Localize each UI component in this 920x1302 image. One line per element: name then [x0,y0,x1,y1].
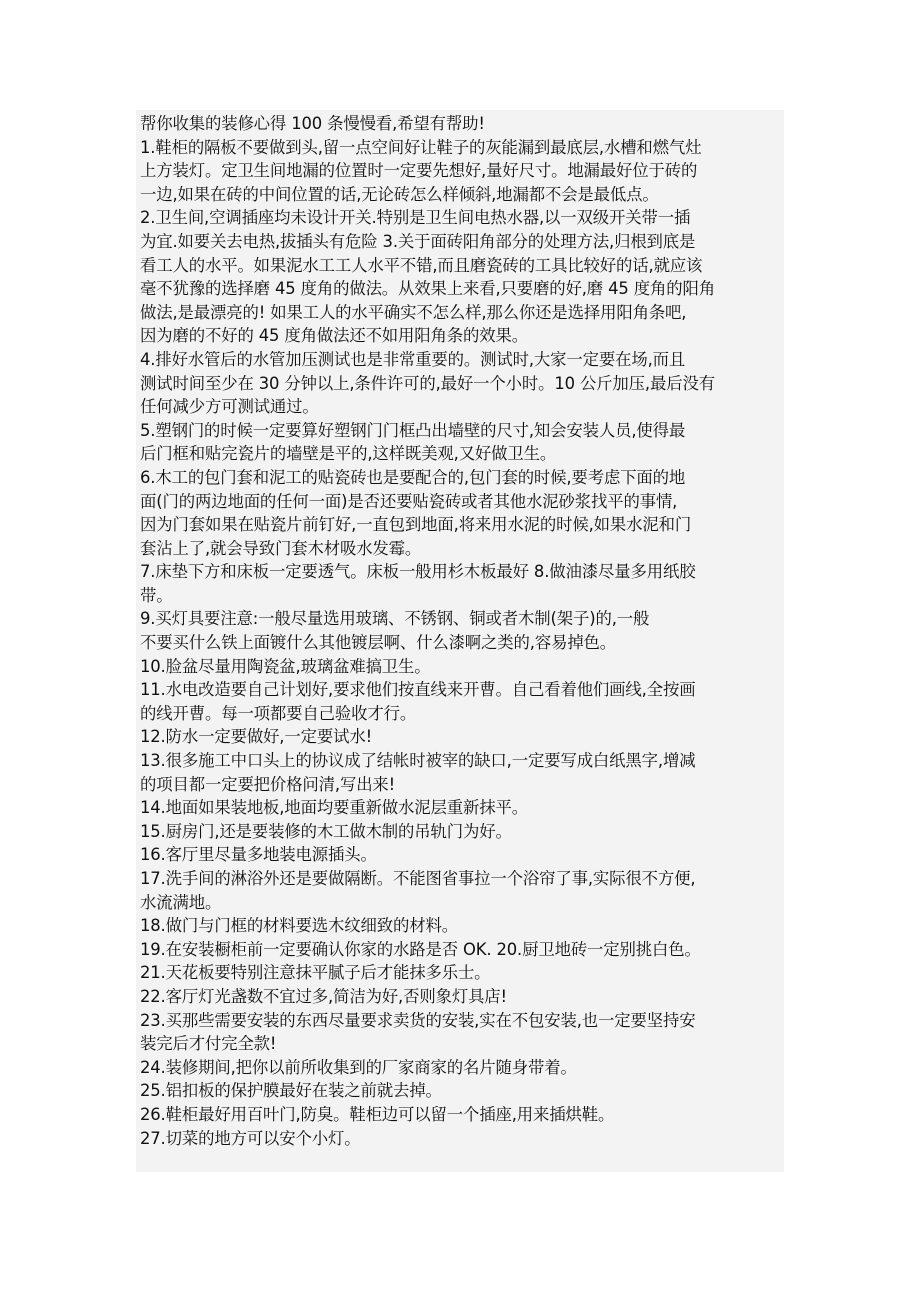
text-line: 7.床垫下方和床板一定要透气。床板一般用杉木板最好 8.做油漆尽量多用纸胶 [140,562,696,582]
text-line: 19.在安装橱柜前一定要确认你家的水路是否 OK. 20.厨卫地砖一定别挑白色。 [140,939,701,959]
text-line: 为宜.如要关去电热,拔插头有危险 3.关于面砖阳角部分的处理方法,归根到底是 [140,231,696,251]
text-line: 5.塑钢门的时候一定要算好塑钢门门框凸出墙壁的尺寸,知会安装人员,使得最 [140,420,686,440]
text-line: 14.地面如果装地板,地面均要重新做水泥层重新抹平。 [140,798,528,818]
text-line: 一边,如果在砖的中间位置的话,无论砖怎么样倾斜,地漏都不会是最低点。 [140,184,659,204]
text-line: 上方装灯。定卫生间地漏的位置时一定要先想好,量好尺寸。地漏最好位于砖的 [140,161,698,181]
text-line: 任何减少方可测试通过。 [140,397,319,417]
text-line: 6.木工的包门套和泥工的贴瓷砖也是要配合的,包门套的时候,要考虑下面的地 [140,467,686,487]
text-line: 装完后才付完全款! [140,1034,277,1054]
text-line: 15.厨房门,还是要装修的木工做木制的吊轨门为好。 [140,821,512,841]
text-line: 看工人的水平。如果泥水工工人水平不错,而且磨瓷砖的工具比较好的话,就应该 [140,255,703,275]
text-line: 16.客厅里尽量多地装电源插头。 [140,845,377,865]
text-line: 21.天花板要特别注意抹平腻子后才能抹多乐士。 [140,963,491,983]
text-line: 1.鞋柜的隔板不要做到头,留一点空间好让鞋子的灰能漏到最底层,水槽和燃气灶 [140,137,702,157]
text-line: 套沾上了,就会导致门套木材吸水发霉。 [140,538,422,558]
text-line: 测试时间至少在 30 分钟以上,条件许可的,最好一个小时。10 公斤加压,最后没有 [140,373,715,393]
text-line: 不要买什么铁上面镀什么其他镀层啊、什么漆啊之类的,容易掉色。 [140,633,617,653]
text-line: 11.水电改造要自己计划好,要求他们按直线来开曹。自己看着他们画线,全按画 [140,680,696,700]
text-line: 22.客厅灯光盏数不宜过多,简洁为好,否则象灯具店! [140,986,507,1006]
text-line: 面(门的两边地面的任何一面)是否还要贴瓷砖或者其他水泥砂浆找平的事情, [140,491,678,511]
text-line: 2.卫生间,空调插座均未设计开关.特别是卫生间电热水器,以一双级开关带一插 [140,208,691,228]
article-lines [140,112,784,1150]
text-line: 毫不犹豫的选择磨 45 度角的做法。从效果上来看,只要磨的好,磨 45 度角的阳角 [140,279,715,299]
text-line: 17.洗手间的淋浴外还是要做隔断。不能图省事拉一个浴帘了事,实际很不方便, [140,869,696,888]
text-line: 23.买那些需要安装的东西尽量要求卖货的安装,实在不包安装,也一定要坚持安 [140,1010,696,1030]
text-line: 27.切菜的地方可以安个小灯。 [140,1128,361,1148]
text-line: 的线开曹。每一项都要自己验收才行。 [140,703,417,723]
article-body [136,110,784,1172]
text-line: 做法,是最漂亮的! 如果工人的水平确实不怎么样,那么你还是选择用阳角条吧, [140,302,687,322]
text-line: 带。 [140,585,173,605]
text-line: 后门框和贴完瓷片的墙壁是平的,这样既美观,又好做卫生。 [140,444,557,464]
text-line: 25.铝扣板的保护膜最好在装之前就去掉。 [140,1081,442,1101]
text-line: 18.做门与门框的材料要选木纹细致的材料。 [140,916,458,936]
text-line: 26.鞋柜最好用百叶门,防臭。鞋柜边可以留一个插座,用来插烘鞋。 [140,1104,615,1124]
text-line: 的项目都一定要把价格问清,写出来! [140,774,396,794]
text-line: 24.装修期间,把你以前所收集到的厂家商家的名片随身带着。 [140,1057,577,1077]
text-line: 4.排好水管后的水管加压测试也是非常重要的。测试时,大家一定要在场,而且 [140,349,686,369]
text-line: 9.买灯具要注意:一般尽量选用玻璃、不锈钢、铜或者木制(架子)的,一般 [140,609,650,629]
text-line: 13.很多施工中口头上的协议成了结帐时被宰的缺口,一定要写成白纸黑字,增减 [140,751,696,771]
text-line: 因为磨的不好的 45 度角做法还不如用阳角条的效果。 [140,326,528,346]
text-line: 10.脸盆尽量用陶瓷盆,玻璃盆难搞卫生。 [140,656,431,676]
text-line: 水流满地。 [140,892,222,912]
text-line: 因为门套如果在贴瓷片前钉好,一直包到地面,将来用水泥的时候,如果水泥和门 [140,515,692,535]
text-line: 12.防水一定要做好,一定要试水! [140,727,372,747]
text-line: 帮你收集的装修心得 100 条慢慢看,希望有帮助! [140,114,485,133]
